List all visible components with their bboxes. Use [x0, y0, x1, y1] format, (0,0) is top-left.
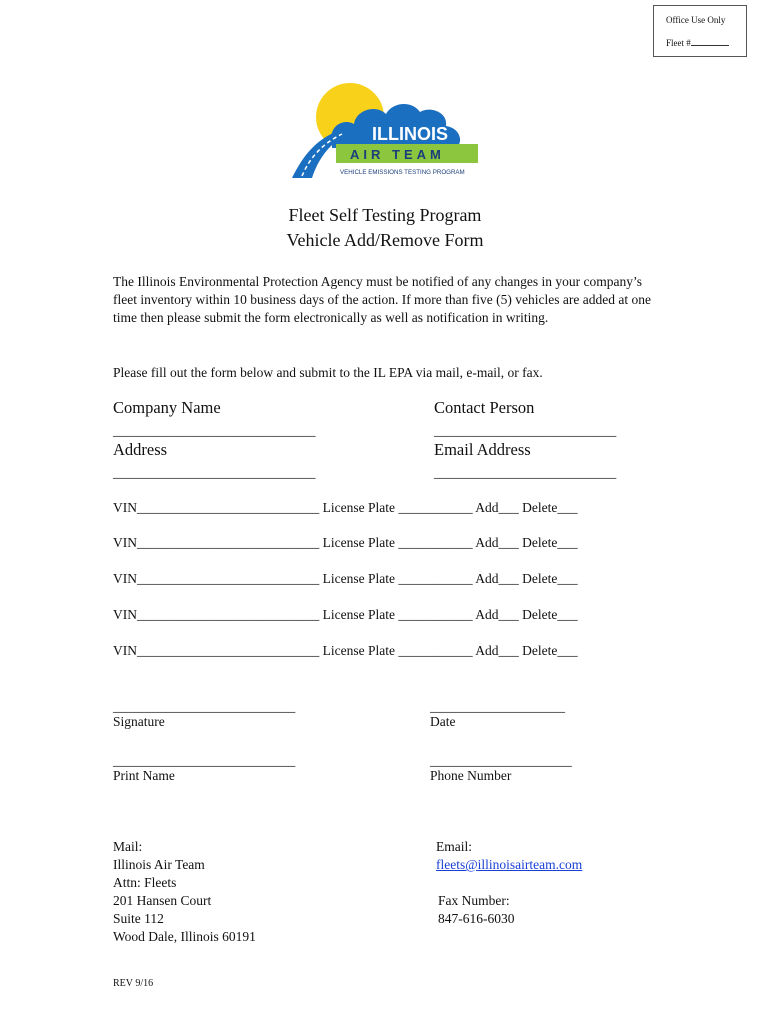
vehicle-row[interactable]: VIN___________________________ License Plate ___________ Add___ Delete___	[113, 571, 578, 586]
office-use-box	[653, 5, 747, 57]
mail-line: Illinois Air Team	[113, 857, 205, 872]
contact-person-field[interactable]: ___________________________	[434, 423, 617, 438]
date-label: Date	[430, 714, 456, 729]
address-field[interactable]: ______________________________	[113, 465, 316, 480]
fax-number: 847-616-6030	[438, 911, 515, 926]
email-link[interactable]: fleets@illinoisairteam.com	[436, 857, 583, 872]
logo-tagline: VEHICLE EMISSIONS TESTING PROGRAM	[340, 169, 465, 176]
signature-label: Signature	[113, 714, 165, 729]
fleet-number-label: Fleet #	[666, 37, 746, 49]
instructions-text: Please fill out the form below and submit to the IL EPA via mail, e-mail, or fax.	[113, 365, 543, 380]
mail-line: Wood Dale, Illinois 60191	[113, 929, 256, 944]
mail-line: Suite 112	[113, 911, 164, 926]
company-name-label: Company Name	[113, 398, 221, 417]
illinois-air-team-logo	[288, 82, 484, 182]
phone-number-field[interactable]: _____________________	[430, 753, 572, 768]
vehicle-row[interactable]: VIN___________________________ License Plate ___________ Add___ Delete___	[113, 607, 578, 622]
intro-paragraph: The Illinois Environmental Protection Agency must be notified of any changes in your company’s fleet inventory within 10 business days of the action. If more than five (5) vehicles are added at one time then please submit the form electronically as well as notification in writing.	[113, 274, 651, 325]
mail-line: Attn: Fleets	[113, 875, 177, 890]
mail-line: 201 Hansen Court	[113, 893, 212, 908]
vehicle-row[interactable]: VIN___________________________ License Plate ___________ Add___ Delete___	[113, 535, 578, 550]
print-name-label: Print Name	[113, 768, 175, 783]
mail-heading: Mail:	[113, 839, 143, 854]
signature-field[interactable]: ___________________________	[113, 699, 296, 714]
phone-number-label: Phone Number	[430, 768, 512, 783]
address-label: Address	[113, 440, 168, 459]
form-title: Fleet Self Testing Program	[288, 205, 482, 225]
company-name-field[interactable]: ______________________________	[113, 423, 316, 438]
email-address-label: Email Address	[434, 440, 531, 459]
office-use-label: Office Use Only	[666, 15, 726, 25]
date-field[interactable]: ____________________	[430, 699, 565, 714]
logo-word-illinois: ILLINOIS	[372, 124, 448, 144]
logo-word-air-team: AIR TEAM	[350, 147, 445, 162]
revision-label: REV 9/16	[113, 978, 154, 989]
fax-heading: Fax Number:	[438, 893, 510, 908]
mail-block	[113, 838, 256, 946]
contact-person-label: Contact Person	[434, 398, 535, 417]
print-name-field[interactable]: ___________________________	[113, 753, 296, 768]
vehicle-row[interactable]: VIN___________________________ License Plate ___________ Add___ Delete___	[113, 643, 578, 658]
vehicle-row[interactable]: VIN___________________________ License Plate ___________ Add___ Delete___	[113, 500, 578, 515]
email-address-field[interactable]: ___________________________	[434, 465, 617, 480]
email-heading: Email:	[436, 839, 472, 854]
form-subtitle: Vehicle Add/Remove Form	[286, 230, 484, 250]
